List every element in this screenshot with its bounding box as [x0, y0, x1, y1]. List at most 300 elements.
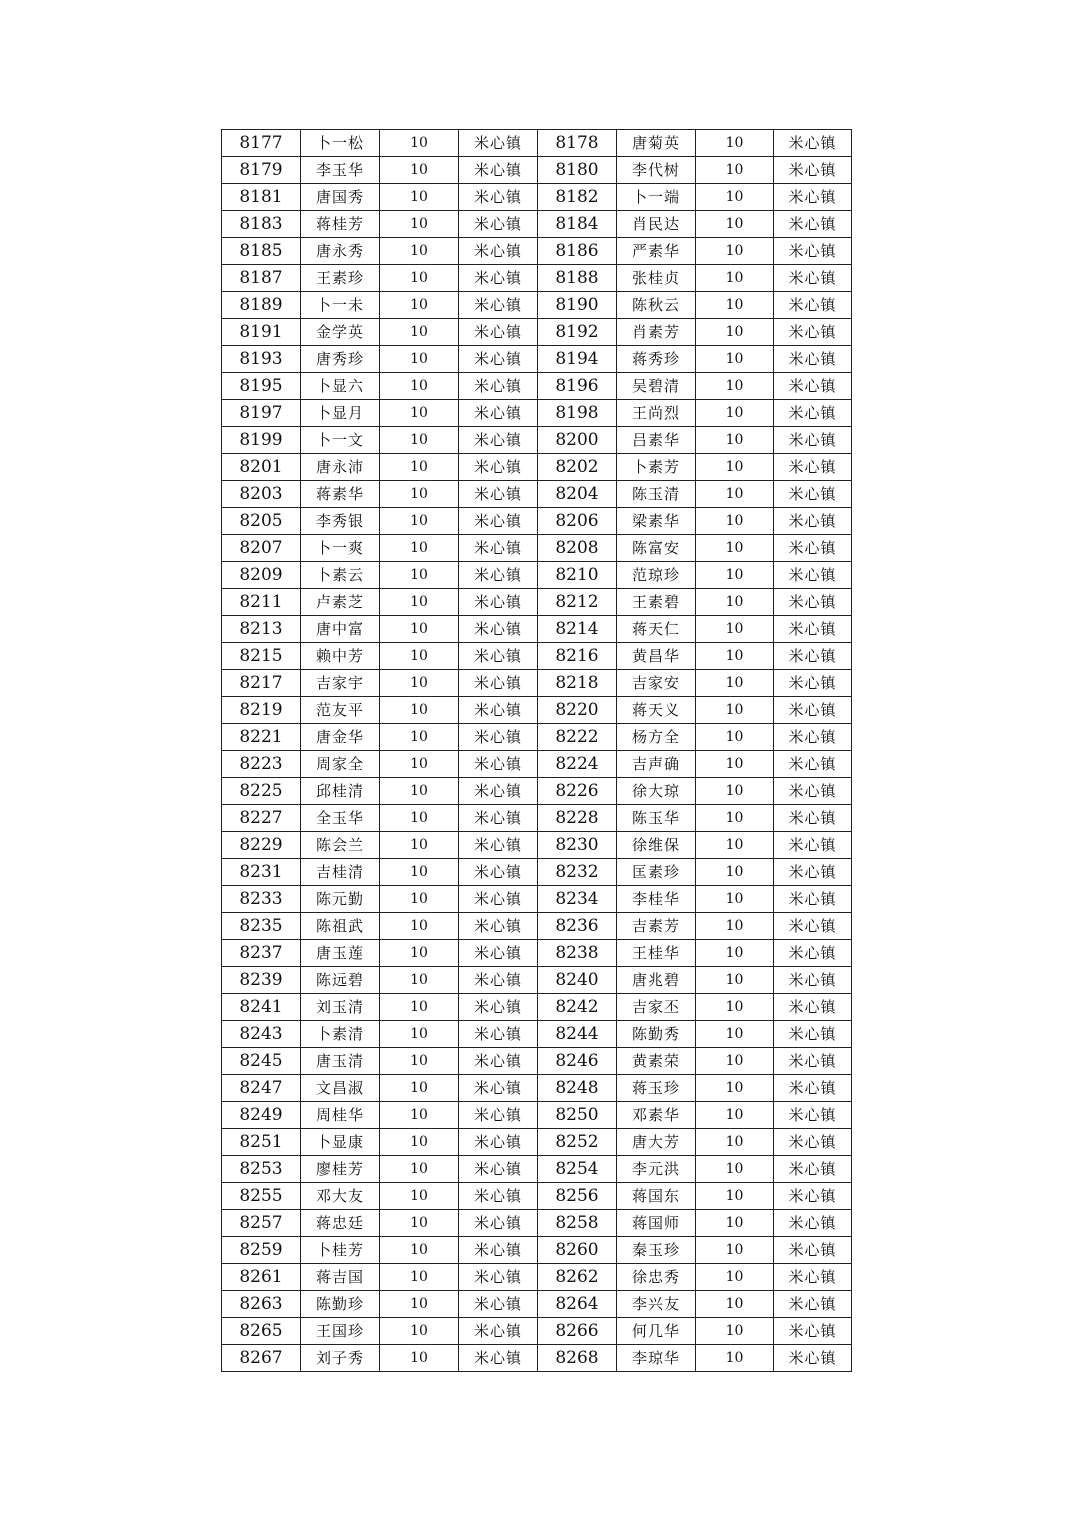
table-row [222, 427, 852, 454]
person-name-cell: 何几华 [617, 1318, 696, 1345]
table-row [222, 616, 852, 643]
town-cell: 米心镇 [774, 643, 852, 670]
record-id-cell: 8260 [538, 1237, 617, 1264]
amount-cell: 10 [380, 1048, 459, 1075]
table-row [222, 886, 852, 913]
amount-cell: 10 [696, 670, 774, 697]
town-cell: 米心镇 [774, 994, 852, 1021]
record-id-cell: 8257 [222, 1210, 301, 1237]
town-cell: 米心镇 [459, 913, 538, 940]
record-id-cell: 8215 [222, 643, 301, 670]
person-name-cell: 吕素华 [617, 427, 696, 454]
person-name-cell: 黄素荣 [617, 1048, 696, 1075]
person-name-cell: 陈秋云 [617, 292, 696, 319]
amount-cell: 10 [380, 886, 459, 913]
town-cell: 米心镇 [459, 1156, 538, 1183]
person-name-cell: 卜素清 [301, 1021, 380, 1048]
amount-cell: 10 [380, 805, 459, 832]
table-row [222, 913, 852, 940]
amount-cell: 10 [696, 238, 774, 265]
amount-cell: 10 [696, 265, 774, 292]
person-name-cell: 陈勤秀 [617, 1021, 696, 1048]
person-name-cell: 刘子秀 [301, 1345, 380, 1372]
amount-cell: 10 [696, 1156, 774, 1183]
town-cell: 米心镇 [774, 562, 852, 589]
record-id-cell: 8243 [222, 1021, 301, 1048]
town-cell: 米心镇 [774, 130, 852, 157]
town-cell: 米心镇 [774, 373, 852, 400]
table-row [222, 454, 852, 481]
table-row [222, 481, 852, 508]
record-id-cell: 8241 [222, 994, 301, 1021]
amount-cell: 10 [380, 697, 459, 724]
person-name-cell: 肖民达 [617, 211, 696, 238]
record-id-cell: 8255 [222, 1183, 301, 1210]
town-cell: 米心镇 [459, 616, 538, 643]
town-cell: 米心镇 [459, 292, 538, 319]
town-cell: 米心镇 [774, 535, 852, 562]
amount-cell: 10 [380, 1264, 459, 1291]
town-cell: 米心镇 [774, 967, 852, 994]
town-cell: 米心镇 [774, 1291, 852, 1318]
town-cell: 米心镇 [774, 697, 852, 724]
person-name-cell: 卜一端 [617, 184, 696, 211]
record-id-cell: 8264 [538, 1291, 617, 1318]
record-id-cell: 8221 [222, 724, 301, 751]
amount-cell: 10 [696, 319, 774, 346]
town-cell: 米心镇 [774, 1264, 852, 1291]
table-row [222, 211, 852, 238]
person-name-cell: 徐维保 [617, 832, 696, 859]
record-id-cell: 8177 [222, 130, 301, 157]
record-id-cell: 8203 [222, 481, 301, 508]
record-id-cell: 8194 [538, 346, 617, 373]
amount-cell: 10 [696, 400, 774, 427]
record-id-cell: 8193 [222, 346, 301, 373]
record-id-cell: 8259 [222, 1237, 301, 1264]
amount-cell: 10 [696, 1318, 774, 1345]
amount-cell: 10 [696, 724, 774, 751]
amount-cell: 10 [696, 616, 774, 643]
person-name-cell: 唐兆碧 [617, 967, 696, 994]
amount-cell: 10 [380, 994, 459, 1021]
town-cell: 米心镇 [459, 643, 538, 670]
amount-cell: 10 [696, 1102, 774, 1129]
record-id-cell: 8226 [538, 778, 617, 805]
person-name-cell: 黄昌华 [617, 643, 696, 670]
record-id-cell: 8196 [538, 373, 617, 400]
town-cell: 米心镇 [459, 1318, 538, 1345]
person-name-cell: 周家全 [301, 751, 380, 778]
record-id-cell: 8218 [538, 670, 617, 697]
town-cell: 米心镇 [459, 535, 538, 562]
record-id-cell: 8208 [538, 535, 617, 562]
record-id-cell: 8249 [222, 1102, 301, 1129]
town-cell: 米心镇 [459, 400, 538, 427]
town-cell: 米心镇 [459, 670, 538, 697]
person-name-cell: 陈勤珍 [301, 1291, 380, 1318]
person-name-cell: 李元洪 [617, 1156, 696, 1183]
table-row [222, 238, 852, 265]
person-name-cell: 卜显六 [301, 373, 380, 400]
person-name-cell: 李桂华 [617, 886, 696, 913]
record-id-cell: 8187 [222, 265, 301, 292]
town-cell: 米心镇 [774, 1210, 852, 1237]
table-row [222, 319, 852, 346]
person-name-cell: 卜一未 [301, 292, 380, 319]
person-name-cell: 李兴友 [617, 1291, 696, 1318]
town-cell: 米心镇 [774, 886, 852, 913]
person-name-cell: 蒋国师 [617, 1210, 696, 1237]
amount-cell: 10 [380, 1129, 459, 1156]
town-cell: 米心镇 [774, 1156, 852, 1183]
person-name-cell: 吉家丕 [617, 994, 696, 1021]
record-id-cell: 8237 [222, 940, 301, 967]
amount-cell: 10 [696, 373, 774, 400]
person-name-cell: 肖素芳 [617, 319, 696, 346]
amount-cell: 10 [696, 1237, 774, 1264]
person-name-cell: 严素华 [617, 238, 696, 265]
person-name-cell: 唐玉清 [301, 1048, 380, 1075]
table-row [222, 1183, 852, 1210]
record-id-cell: 8223 [222, 751, 301, 778]
town-cell: 米心镇 [459, 157, 538, 184]
amount-cell: 10 [380, 508, 459, 535]
record-id-cell: 8192 [538, 319, 617, 346]
person-name-cell: 范友平 [301, 697, 380, 724]
table-row [222, 508, 852, 535]
person-name-cell: 唐国秀 [301, 184, 380, 211]
town-cell: 米心镇 [459, 589, 538, 616]
record-id-cell: 8252 [538, 1129, 617, 1156]
person-name-cell: 陈会兰 [301, 832, 380, 859]
person-name-cell: 徐忠秀 [617, 1264, 696, 1291]
town-cell: 米心镇 [774, 1129, 852, 1156]
roster-body [222, 130, 852, 1372]
amount-cell: 10 [696, 778, 774, 805]
town-cell: 米心镇 [774, 832, 852, 859]
person-name-cell: 蒋吉国 [301, 1264, 380, 1291]
record-id-cell: 8222 [538, 724, 617, 751]
table-row [222, 265, 852, 292]
record-id-cell: 8235 [222, 913, 301, 940]
town-cell: 米心镇 [459, 427, 538, 454]
record-id-cell: 8266 [538, 1318, 617, 1345]
table-row [222, 1156, 852, 1183]
person-name-cell: 吉家安 [617, 670, 696, 697]
record-id-cell: 8207 [222, 535, 301, 562]
person-name-cell: 文昌淑 [301, 1075, 380, 1102]
person-name-cell: 蒋天义 [617, 697, 696, 724]
table-row [222, 1345, 852, 1372]
table-row [222, 589, 852, 616]
amount-cell: 10 [696, 157, 774, 184]
table-row [222, 400, 852, 427]
person-name-cell: 邓素华 [617, 1102, 696, 1129]
person-name-cell: 唐玉莲 [301, 940, 380, 967]
person-name-cell: 唐中富 [301, 616, 380, 643]
amount-cell: 10 [696, 859, 774, 886]
record-id-cell: 8185 [222, 238, 301, 265]
amount-cell: 10 [696, 1021, 774, 1048]
person-name-cell: 唐大芳 [617, 1129, 696, 1156]
town-cell: 米心镇 [774, 589, 852, 616]
amount-cell: 10 [696, 292, 774, 319]
table-row [222, 832, 852, 859]
person-name-cell: 陈玉华 [617, 805, 696, 832]
record-id-cell: 8227 [222, 805, 301, 832]
person-name-cell: 邱桂清 [301, 778, 380, 805]
town-cell: 米心镇 [774, 184, 852, 211]
person-name-cell: 赖中芳 [301, 643, 380, 670]
record-id-cell: 8242 [538, 994, 617, 1021]
table-row [222, 157, 852, 184]
amount-cell: 10 [696, 1183, 774, 1210]
record-id-cell: 8206 [538, 508, 617, 535]
town-cell: 米心镇 [774, 346, 852, 373]
amount-cell: 10 [696, 211, 774, 238]
table-row [222, 292, 852, 319]
table-row [222, 1237, 852, 1264]
person-name-cell: 吉桂清 [301, 859, 380, 886]
record-id-cell: 8214 [538, 616, 617, 643]
town-cell: 米心镇 [459, 859, 538, 886]
town-cell: 米心镇 [459, 1210, 538, 1237]
record-id-cell: 8182 [538, 184, 617, 211]
amount-cell: 10 [696, 886, 774, 913]
table-row [222, 1021, 852, 1048]
amount-cell: 10 [380, 400, 459, 427]
record-id-cell: 8205 [222, 508, 301, 535]
record-id-cell: 8186 [538, 238, 617, 265]
town-cell: 米心镇 [459, 1291, 538, 1318]
town-cell: 米心镇 [774, 913, 852, 940]
table-row [222, 724, 852, 751]
amount-cell: 10 [380, 1183, 459, 1210]
table-row [222, 751, 852, 778]
amount-cell: 10 [380, 238, 459, 265]
amount-cell: 10 [696, 967, 774, 994]
record-id-cell: 8229 [222, 832, 301, 859]
amount-cell: 10 [696, 805, 774, 832]
person-name-cell: 秦玉珍 [617, 1237, 696, 1264]
person-name-cell: 蒋天仁 [617, 616, 696, 643]
amount-cell: 10 [696, 913, 774, 940]
table-row [222, 1291, 852, 1318]
record-id-cell: 8245 [222, 1048, 301, 1075]
record-id-cell: 8267 [222, 1345, 301, 1372]
amount-cell: 10 [380, 1102, 459, 1129]
amount-cell: 10 [380, 346, 459, 373]
amount-cell: 10 [696, 184, 774, 211]
town-cell: 米心镇 [459, 508, 538, 535]
amount-cell: 10 [696, 1048, 774, 1075]
person-name-cell: 吉素芳 [617, 913, 696, 940]
record-id-cell: 8198 [538, 400, 617, 427]
record-id-cell: 8219 [222, 697, 301, 724]
town-cell: 米心镇 [459, 1048, 538, 1075]
record-id-cell: 8220 [538, 697, 617, 724]
amount-cell: 10 [380, 940, 459, 967]
amount-cell: 10 [696, 454, 774, 481]
amount-cell: 10 [380, 643, 459, 670]
town-cell: 米心镇 [459, 832, 538, 859]
amount-cell: 10 [696, 643, 774, 670]
table-row [222, 805, 852, 832]
person-name-cell: 卜显康 [301, 1129, 380, 1156]
record-id-cell: 8251 [222, 1129, 301, 1156]
town-cell: 米心镇 [459, 1021, 538, 1048]
town-cell: 米心镇 [774, 238, 852, 265]
person-name-cell: 蒋桂芳 [301, 211, 380, 238]
town-cell: 米心镇 [774, 751, 852, 778]
table-row [222, 1210, 852, 1237]
record-id-cell: 8190 [538, 292, 617, 319]
town-cell: 米心镇 [459, 211, 538, 238]
town-cell: 米心镇 [459, 319, 538, 346]
town-cell: 米心镇 [459, 562, 538, 589]
person-name-cell: 王桂华 [617, 940, 696, 967]
town-cell: 米心镇 [774, 616, 852, 643]
town-cell: 米心镇 [459, 805, 538, 832]
person-name-cell: 唐永沛 [301, 454, 380, 481]
town-cell: 米心镇 [459, 751, 538, 778]
table-row [222, 967, 852, 994]
record-id-cell: 8254 [538, 1156, 617, 1183]
amount-cell: 10 [380, 670, 459, 697]
amount-cell: 10 [380, 535, 459, 562]
record-id-cell: 8184 [538, 211, 617, 238]
person-name-cell: 陈富安 [617, 535, 696, 562]
amount-cell: 10 [696, 427, 774, 454]
person-name-cell: 陈祖武 [301, 913, 380, 940]
person-name-cell: 王素珍 [301, 265, 380, 292]
amount-cell: 10 [380, 778, 459, 805]
record-id-cell: 8191 [222, 319, 301, 346]
person-name-cell: 吴碧清 [617, 373, 696, 400]
person-name-cell: 邓大友 [301, 1183, 380, 1210]
person-name-cell: 全玉华 [301, 805, 380, 832]
person-name-cell: 卢素芝 [301, 589, 380, 616]
amount-cell: 10 [696, 940, 774, 967]
table-row [222, 643, 852, 670]
town-cell: 米心镇 [774, 859, 852, 886]
person-name-cell: 唐菊英 [617, 130, 696, 157]
town-cell: 米心镇 [459, 454, 538, 481]
person-name-cell: 卜显月 [301, 400, 380, 427]
amount-cell: 10 [696, 1210, 774, 1237]
table-row [222, 1264, 852, 1291]
town-cell: 米心镇 [459, 1183, 538, 1210]
amount-cell: 10 [696, 994, 774, 1021]
town-cell: 米心镇 [459, 481, 538, 508]
amount-cell: 10 [380, 1345, 459, 1372]
town-cell: 米心镇 [459, 238, 538, 265]
person-name-cell: 唐永秀 [301, 238, 380, 265]
amount-cell: 10 [696, 346, 774, 373]
person-name-cell: 张桂贞 [617, 265, 696, 292]
town-cell: 米心镇 [774, 508, 852, 535]
person-name-cell: 卜一文 [301, 427, 380, 454]
amount-cell: 10 [380, 319, 459, 346]
record-id-cell: 8213 [222, 616, 301, 643]
record-id-cell: 8204 [538, 481, 617, 508]
table-row [222, 940, 852, 967]
person-name-cell: 王素碧 [617, 589, 696, 616]
record-id-cell: 8234 [538, 886, 617, 913]
town-cell: 米心镇 [459, 940, 538, 967]
record-id-cell: 8202 [538, 454, 617, 481]
person-name-cell: 唐秀珍 [301, 346, 380, 373]
town-cell: 米心镇 [459, 265, 538, 292]
person-name-cell: 卜一松 [301, 130, 380, 157]
table-row [222, 1129, 852, 1156]
town-cell: 米心镇 [459, 778, 538, 805]
amount-cell: 10 [380, 130, 459, 157]
record-id-cell: 8256 [538, 1183, 617, 1210]
record-id-cell: 8225 [222, 778, 301, 805]
table-row [222, 130, 852, 157]
town-cell: 米心镇 [459, 994, 538, 1021]
record-id-cell: 8262 [538, 1264, 617, 1291]
town-cell: 米心镇 [774, 724, 852, 751]
person-name-cell: 金学英 [301, 319, 380, 346]
town-cell: 米心镇 [774, 1318, 852, 1345]
person-name-cell: 蒋秀珍 [617, 346, 696, 373]
record-id-cell: 8181 [222, 184, 301, 211]
town-cell: 米心镇 [459, 886, 538, 913]
record-id-cell: 8179 [222, 157, 301, 184]
record-id-cell: 8230 [538, 832, 617, 859]
table-row [222, 994, 852, 1021]
person-name-cell: 匡素珍 [617, 859, 696, 886]
person-name-cell: 卜桂芳 [301, 1237, 380, 1264]
amount-cell: 10 [380, 157, 459, 184]
town-cell: 米心镇 [459, 724, 538, 751]
amount-cell: 10 [696, 697, 774, 724]
town-cell: 米心镇 [774, 319, 852, 346]
town-cell: 米心镇 [774, 805, 852, 832]
person-name-cell: 梁素华 [617, 508, 696, 535]
person-name-cell: 王国珍 [301, 1318, 380, 1345]
amount-cell: 10 [380, 1021, 459, 1048]
amount-cell: 10 [380, 211, 459, 238]
town-cell: 米心镇 [774, 157, 852, 184]
amount-cell: 10 [696, 508, 774, 535]
amount-cell: 10 [380, 292, 459, 319]
record-id-cell: 8236 [538, 913, 617, 940]
record-id-cell: 8231 [222, 859, 301, 886]
town-cell: 米心镇 [774, 1345, 852, 1372]
person-name-cell: 杨方全 [617, 724, 696, 751]
amount-cell: 10 [696, 589, 774, 616]
amount-cell: 10 [380, 373, 459, 400]
town-cell: 米心镇 [459, 373, 538, 400]
town-cell: 米心镇 [774, 265, 852, 292]
person-name-cell: 陈玉清 [617, 481, 696, 508]
amount-cell: 10 [380, 562, 459, 589]
person-name-cell: 刘玉清 [301, 994, 380, 1021]
person-name-cell: 陈远碧 [301, 967, 380, 994]
amount-cell: 10 [696, 130, 774, 157]
amount-cell: 10 [380, 1318, 459, 1345]
person-name-cell: 徐大琼 [617, 778, 696, 805]
person-name-cell: 卜素芳 [617, 454, 696, 481]
record-id-cell: 8228 [538, 805, 617, 832]
town-cell: 米心镇 [774, 778, 852, 805]
person-name-cell: 蒋素华 [301, 481, 380, 508]
town-cell: 米心镇 [774, 400, 852, 427]
